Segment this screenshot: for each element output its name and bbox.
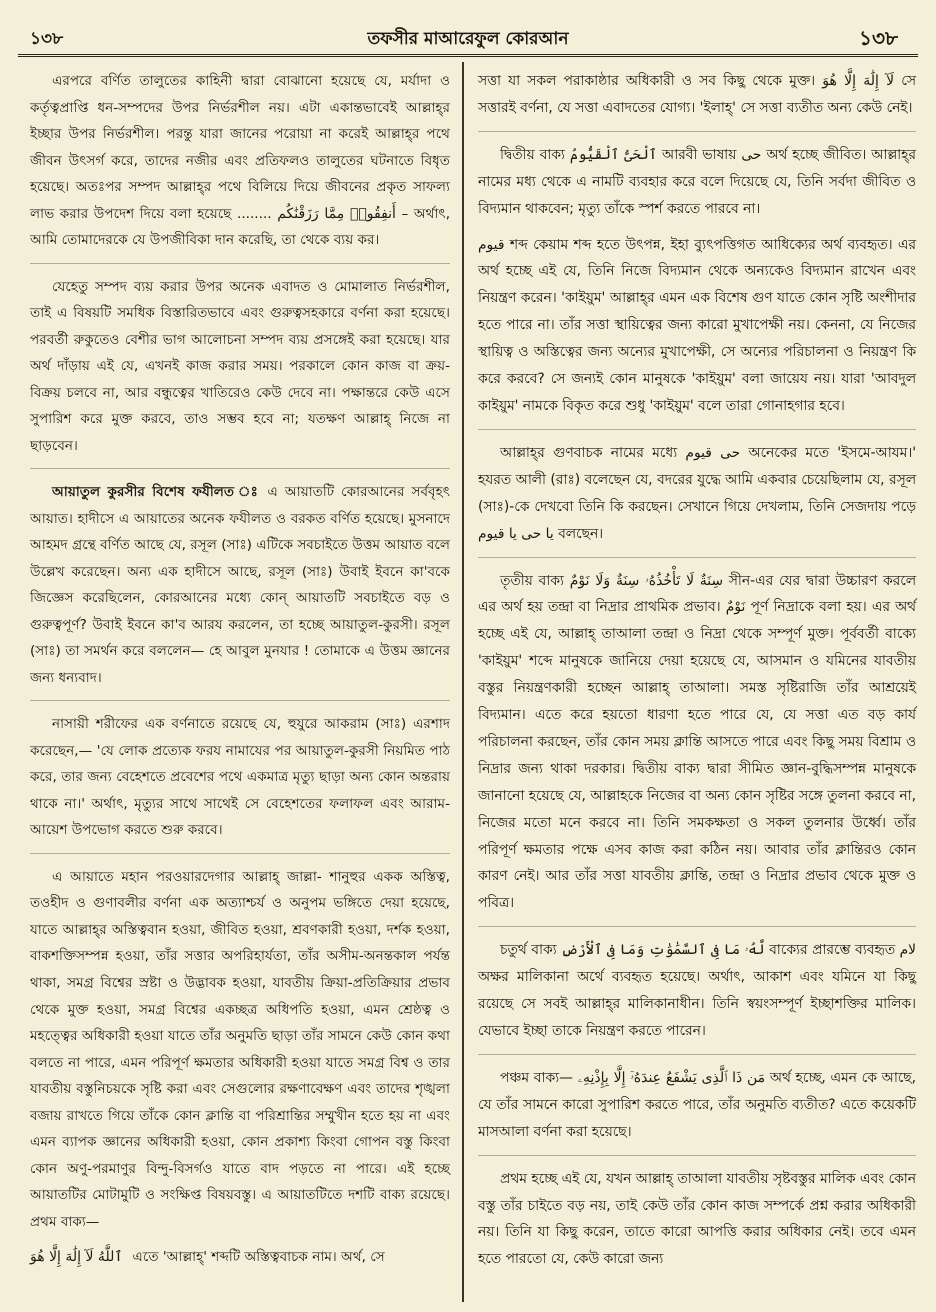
right-p7-pre: পঞ্চম বাক্য— [500, 1069, 573, 1086]
right-p7-post: অর্থ হচ্ছে, এমন [769, 1069, 857, 1086]
right-paragraph-4: আল্লাহ্‌র গুণবাচক নামের মধ্যে حى قيوم অনেকের মতে 'ইসমে-আযম।' হযরত আলী (রাঃ) বলেছেন যে, বদরের যুদ্ধে আমি একবার চেয়েছিলাম যে, রসূল (সাঃ)-কে দেখবো তিনি কি করছেন। সেখানে গিয়ে দেখলাম, তিনি সেজদায় পড়ে يا حى يا قيوم বলছেন। [478, 444, 916, 542]
left-verse-arabic: ٱللَّهُ لَآ إِلَٰهَ إِلَّا هُوَ [30, 1249, 123, 1266]
right-column [478, 68, 916, 1282]
left-column [30, 68, 450, 1271]
right-paragraph-3: قيوم শব্দ কেয়াম শব্দ হতে উৎপন্ন, ইহা ব্যুৎপত্তিগত আধিক্যের অর্থ ব্যবহৃত। এর অর্থ হচ্ছে এই যে, তিনি নিজে বিদ্যমান থেকে অন্যকেও বিদ্যমান রাখেন এবং নিয়ন্ত্রণ করেন। 'কাইয়ুম' আল্লাহ্‌র এমন এক বিশেষ গুণ যাতে কোন সৃষ্টি অংশীদার হতে পারে না। তাঁর সত্তা স্থায়িত্বের জন্য কারো মুখাপেক্ষী নয়। কেননা, যে নিজের স্থায়িত্ব ও অস্তিত্বের জন্য অন্যের মুখাপেক্ষী, সে অন্যের পরিচালনা ও নিয়ন্ত্রণ কি করে করবে? সে জন্যই কোন মানুষকে 'কাইয়ুম' বলা জায়েয নয়। যারা 'আবদুল কাইয়ুম' নামকে বিকৃত করে শুধু 'কাইয়ুম' বলে তারা গোনাহগার হবে। [478, 236, 916, 414]
page-header [18, 14, 918, 57]
right-p5-arabic: لَا تَأْخُذُهُۥ سِنَةٌ وَلَا نَوْمٌ [569, 572, 695, 589]
right-p1-arabic: لَآ إِلَٰهَ إِلَّا هُوَ [822, 73, 895, 89]
right-p1b: সে সত্তারই বর্ণনা, যে সত্তা এবাদতের যোগ্য। 'ইলাহ্‌' সে সত্তা ব্যতীত অন্য কেউ নেই। [478, 73, 916, 116]
left-p1-dots: ........ [237, 205, 272, 222]
right-p2b: আল্লাহ্‌র নামের মধ্য থেকে এ নামটি ব্যবহার করে বলে দিয়েছে যে, তিনি সর্বদা জীবিত ও বিদ্যমান থাকবেন; মৃত্যু তাঁকে স্পর্শ করতে পারবে না। [478, 146, 917, 217]
right-p7b: কে আছে, যে তাঁর সামনে কারো সুপারিশ করতে পারে, তাঁর অনুমতি ব্যতীত? এতে কয়েকটি মাসআলা বর্ণনা করা হয়েছে। [478, 1069, 917, 1140]
left-p1-after: – অর্থাৎ, আমি তোমাদেরকে যে উপজীবিকা দান করেছি, তা থেকে ব্যয় কর। [30, 205, 451, 249]
right-paragraph-2 [478, 142, 916, 223]
right-paragraph-8: প্রথম হচ্ছে এই যে, যখন আল্লাহ্‌ তাআলা যাবতীয় সৃষ্টবস্তুর মালিক এবং কোন বস্তু তাঁর চাইতে বড় নয়, তাই কেউ তাঁর কোন কাজ সম্পর্কে প্রশ্ন করার অধিকারী নয়। তিনি যা কিছু করেন, তাতে কারো আপত্তি করার অধিকার নেই। তবে এমন হতে পারতো যে, কেউ কারো জন্য [478, 1170, 916, 1268]
left-paragraph-2: যেহেতু সম্পদ ব্যয় করার উপর অনেক এবাদত ও মোমালাত নির্ভরশীল, তাই এ বিষয়টি সমধিক বিস্তারিতভাবে এবং গুরুত্বসহকারে বর্ণনা করা হয়েছে। পরবর্তী রুকুতেও বেশীর ভাগ আলোচনা সম্পদ ব্যয় প্রসঙ্গেই করা হয়েছে। যার অর্থ দাঁড়ায় এই যে, এখনই কাজ করার সময়। পরকালে কোন কাজ বা ক্রয়-বিক্রয় চলবে না, আর বন্ধুত্বের খাতিরেও কেউ দেবে না। পক্ষান্তরে কেউ এসে সুপারিশ করে মুক্ত করবে, তাও সম্ভব হবে না; যতক্ষণ আল্লাহ্‌ নিজে না ছাড়বেন। [30, 278, 450, 454]
right-p2-arabic: ٱلْحَىُّ ٱلْقَيُّومُ [569, 146, 657, 163]
paragraph-rule [478, 926, 916, 927]
left-paragraph-3 [30, 479, 450, 691]
left-p1-text: এরপরে বর্ণিত তালুতের কাহিনী দ্বারা বোঝানো হয়েছে যে, মর্যাদা ও কর্তৃত্বপ্রাপ্তি ধন-সম্পদের উপর নির্ভরশীল নয়। এটা একান্তভাবেই আল্লাহ্‌র ইচ্ছার উপর নির্ভরশীল। পরন্তু যারা জানের পরোয়া না করেই আল্লাহ্‌র পথে জীবন উৎসর্গ করে, তাদের নজীর এবং প্রতিফলও তালুতের ঘটনাতে বিধৃত হয়েছে। অতঃপর সম্পদ আল্লাহ্‌র পথে বিলিয়ে দিয়ে জীবনের প্রকৃত সাফল্য লাভ করার উপদেশ দিয়ে বলা হয়েছে [30, 73, 450, 222]
left-p1-arabic: أَنفِقُوا۟ مِمَّا رَزَقْنَٰكُم [277, 205, 396, 222]
right-p7-arabic: مَن ذَا ٱلَّذِى يَشْفَعُ عِندَهُۥٓ إِلَّا بِإِذْنِهِۦ [577, 1069, 766, 1086]
paragraph-rule [30, 263, 450, 264]
right-p2-pre: দ্বিতীয় বাক্য [500, 146, 565, 163]
page-number-right: ১৩৮ [859, 26, 898, 50]
right-p2a: আরবী ভাষায় حى অর্থ হচ্ছে জীবিত। [662, 146, 867, 163]
left-p3-text: এ আয়াতটি কোরআনের সর্ববৃহৎ আয়াত। হাদীসে এ আয়াতের অনেক ফযীলত ও বরকত বর্ণিত হয়েছে। মুসনাদে আহমদ গ্রন্থে বর্ণিত আছে যে, রসূল (সাঃ) এটিকে সবচাইতে উত্তম আয়াত বলে উল্লেখ করেছেন। অন্য এক হাদীসে আছে, রসূল (সাঃ) উবাই ইবনে কা'বকে জিজ্ঞেস করেছিলেন, কোরআনের মধ্যে কোন্‌ আয়াতটি সবচাইতে বড় ও গুরুত্বপূর্ণ? উবাই ইবনে কা'ব আরয করলেন, তা হচ্ছে আয়াতুল-কুরসী। রসূল (সাঃ) তা সমর্থন করে বললেন— হে আবুল মুনযার ! তোমাকে এ উত্তম জ্ঞানের জন্য ধন্যবাদ। [30, 484, 450, 686]
section-heading: আয়াতুল কুরসীর বিশেষ ফযীলত ঃ [52, 484, 261, 501]
right-p6-pre: চতুর্থ বাক্য [500, 942, 557, 959]
page-number-left: ১৩৮ [30, 29, 64, 49]
paragraph-rule [478, 557, 916, 558]
right-p6b: ব্যবহৃত لام অক্ষর মালিকানা অর্থে ব্যবহৃত হয়েছে। অর্থাৎ, আকাশ এবং যমিনে যা কিছু রয়েছে সে সবই আল্লাহ্‌র মালিকানাধীন। তিনি স্বয়ংসম্পূর্ণ ইচ্ছাশক্তির মালিক। যেভাবে ইচ্ছা তাকে নিয়ন্ত্রণ করতে পারেন। [478, 942, 917, 1039]
left-paragraph-5: এ আয়াতে মহান পরওয়ারদেগার আল্লাহ্‌ জাল্লা- শানুহুর একক অস্তিত্ব, তওহীদ ও গুণাবলীর বর্ণনা এক অত্যাশ্চর্য ও অনুপম ভঙ্গিতে দেয়া হয়েছে, যাতে আল্লাহ্‌র অস্তিত্ববান হওয়া, জীবিত হওয়া, শ্রবণকারী হওয়া, দর্শক হওয়া, বাকশক্তিসম্পন্ন হওয়া, তাঁর সত্তার অপরিহার্যতা, তাঁর অসীম-অনন্তকাল পর্যন্ত থাকা, সমগ্র বিশ্বের স্রষ্টা ও উদ্ভাবক হওয়া, যাবতীয় ক্রিয়া-প্রতিক্রিয়ার প্রভাব থেকে মুক্ত হওয়া, সমগ্র বিশ্বের একচ্ছত্র অধিপতি হওয়া, এমন শ্রেষ্ঠত্ব ও মহত্ত্বের অধিকারী হওয়া যাতে তাঁর অনুমতি ছাড়া তাঁর সামনে কেউ কোন কথা বলতে না পারে, এমন পরিপূর্ণ ক্ষমতার অধিকারী হওয়া যাতে সমগ্র বিশ্ব ও তার যাবতীয় বস্তুনিচয়কে সৃষ্টি করা এবং সেগুলোর রক্ষণাবেক্ষণ এবং তাদের শৃঙ্খলা বজায় রাখতে গিয়ে তাঁকে কোন ক্লান্তি বা পরিশ্রান্তির সম্মুখীন হতে হয় না এবং এমন ব্যাপক জ্ঞানের অধিকারী হওয়া, কোন প্রকাশ্য কিংবা গোপন বস্তু কিংবা কোন অণু-পরমাণুর বিন্দু-বিসর্গও যাতে বাদ পড়তে না পারে। এই হচ্ছে আয়াতটির মোটামুটি ও সংক্ষিপ্ত বিষয়বস্তু। এ আয়াতটিতে দশটি বাক্য রয়েছে। প্রথম বাক্য— [30, 868, 450, 1230]
paragraph-rule [30, 700, 450, 701]
right-p5b: نَوْمٌ পূর্ণ নিদ্রাকে বলা হয়। এর অর্থ হচ্ছে এই যে, আল্লাহ্‌ তাআলা তন্দ্রা ও নিদ্রা থেকে সম্পূর্ণ মুক্ত। পূর্ববর্তী বাক্যে 'কাইয়ুম' শব্দে মানুষকে জানিয়ে দেয়া হয়েছে যে, আসমান ও যমিনের যাবতীয় বস্তুর নিয়ন্ত্রণকারী হচ্ছেন আল্লাহ্‌ তাআলা। সমস্ত সৃষ্টিরাজি তাঁর আশ্রয়েই বিদ্যমান। এতে করে হয়তো ধারণা হতে পারে যে, যে সত্তা এত বড় কার্য পরিচালনা করছেন, তাঁর কোন সময় ক্লান্তি আসতে পারে এবং কিছু সময় বিশ্রাম ও নিদ্রার জন্য থাকা দরকার। দ্বিতীয় বাক্য দ্বারা সীমিত জ্ঞান-বুদ্ধিসম্পন্ন মানুষকে জানানো হয়েছে যে, আল্লাহকে নিজের বা অন্য কোন সৃষ্টির সঙ্গে তুলনা করবে না, নিজের মতো মনে করবে না। তিনি সমকক্ষতা ও সকল তুলনার উর্ধ্বে। তাঁর পরিপূর্ণ ক্ষমতার পক্ষে এসব কাজ করা কঠিন নয়। আবার তাঁর ক্লান্তিরও কোন কারণ নেই। আর তাঁর সত্তা যাবতীয় ক্লান্তি, তন্দ্রা ও নিদ্রার প্রভাব থেকে মুক্ত ও পবিত্র। [478, 599, 916, 912]
right-p5-pre: তৃতীয় বাক্য [500, 572, 564, 589]
book-title: তফসীর মাআরেফুল কোরআন [367, 29, 569, 49]
paragraph-rule [478, 1155, 916, 1156]
paragraph-rule [30, 468, 450, 469]
paragraph-rule [478, 429, 916, 430]
left-verse-text: এতে 'আল্লাহ্‌' শব্দটি অস্তিত্ববাচক নাম। অর্থ, সে [132, 1249, 385, 1266]
right-p1a: সত্তা যা সকল পরাকাষ্ঠার অধিকারী ও সব কিছু থেকে মুক্ত। [478, 73, 816, 89]
paragraph-rule [478, 131, 916, 132]
right-paragraph-1 [478, 68, 916, 122]
column-divider [462, 62, 464, 1302]
paragraph-rule [478, 1054, 916, 1055]
left-paragraph-4: নাসায়ী শরীফের এক বর্ণনাতে রয়েছে যে, হুযুরে আকরাম (সাঃ) এরশাদ করেছেন,— 'যে লোক প্রত্যেক ফরয নামাযের পর আয়াতুল-কুরসী নিয়মিত পাঠ করে, তার জন্য বেহেশতে প্রবেশের পথে একমাত্র মৃত্যু ছাড়া অন্য কোন অন্তরায় থাকে না।' অর্থাৎ, মৃত্যুর সাথে সাথেই সে বেহেশতের ফলাফল এবং আরাম-আয়েশ উপভোগ করতে শুরু করবে। [30, 716, 450, 839]
left-paragraph-1 [30, 68, 450, 254]
right-p6-post: বাক্যের প্রারম্ভে [769, 942, 851, 959]
paragraph-rule [30, 853, 450, 854]
left-verse-line [30, 1244, 450, 1271]
right-p6-arabic: لَّهُۥ مَا فِى ٱلسَّمَٰوَٰتِ وَمَا فِى ٱلْأَرْضِ [561, 942, 765, 959]
right-paragraph-6 [478, 937, 916, 1045]
right-p5a: سِنَةٌ সীন-এর যের দ্বারা উচ্চারণ করলে এর অর্থ হয় তন্দ্রা বা নিদ্রার প্রাথমিক প্রভাব। [478, 572, 917, 616]
right-paragraph-5 [478, 568, 916, 918]
right-paragraph-7 [478, 1065, 916, 1146]
